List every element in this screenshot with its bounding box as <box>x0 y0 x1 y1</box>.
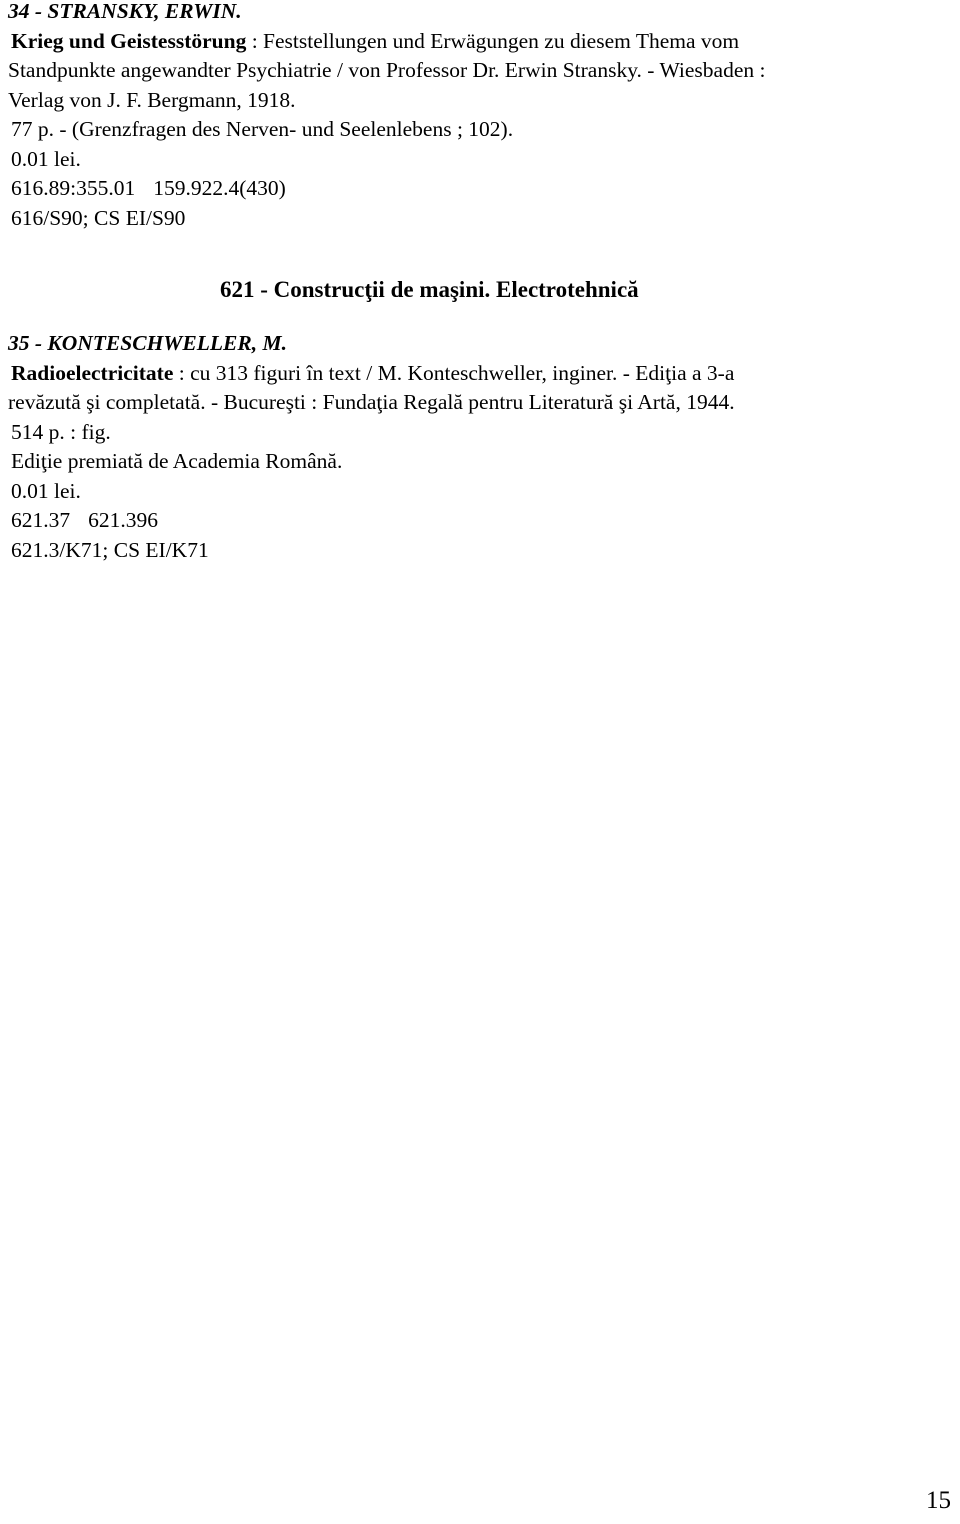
entry-collation: 514 p. : fig. <box>11 419 111 444</box>
entry-class-numbers <box>8 174 953 204</box>
catalog-entry <box>8 329 953 565</box>
entry-description-line: revăzută şi completată. - Bucureşti : Fundaţia Regală pentru Literatură şi Artă, 1944. <box>8 390 735 414</box>
class-number: 616.89:355.01 <box>11 176 136 200</box>
entry-price: 0.01 lei. <box>11 146 81 171</box>
catalog-entry <box>8 0 953 233</box>
class-number: 621.396 <box>88 508 158 532</box>
entry-title: Krieg und Geistesstörung <box>11 28 247 53</box>
section-heading: 621 - Construcţii de maşini. Electrotehnică <box>220 277 639 302</box>
class-number: 159.922.4(430) <box>153 176 286 200</box>
entry-shelfmark: 616/S90; CS EI/S90 <box>11 205 186 230</box>
entry-title-line <box>8 27 953 57</box>
page-number: 15 <box>926 1487 951 1514</box>
entry-description-line: Verlag von J. F. Bergmann, 1918. <box>8 87 296 112</box>
entry-title-rest: : Feststellungen und Erwägungen zu diesem Thema vom <box>246 28 740 53</box>
entry-description-line: Standpunkte angewandter Psychiatrie / von Professor Dr. Erwin Stransky. - Wiesbaden : <box>8 58 766 82</box>
entry-title-line <box>8 359 953 389</box>
entry-class-numbers <box>8 506 953 536</box>
entry-collation: 77 p. - (Grenzfragen des Nerven- und Seelenlebens ; 102). <box>11 117 514 141</box>
entry-note: Ediţie premiată de Academia Română. <box>11 449 343 473</box>
class-number: 621.37 <box>11 508 71 532</box>
entry-heading: 35 - KONTESCHWELLER, M. <box>8 331 287 355</box>
entry-shelfmark: 621.3/K71; CS EI/K71 <box>11 537 209 562</box>
entry-title: Radioelectricitate <box>11 360 174 385</box>
entry-price: 0.01 lei. <box>11 478 81 503</box>
entry-title-rest: : cu 313 figuri în text / M. Konteschweller, inginer. - Ediţia a 3-a <box>173 360 735 385</box>
entry-heading: 34 - STRANSKY, ERWIN. <box>8 0 242 23</box>
